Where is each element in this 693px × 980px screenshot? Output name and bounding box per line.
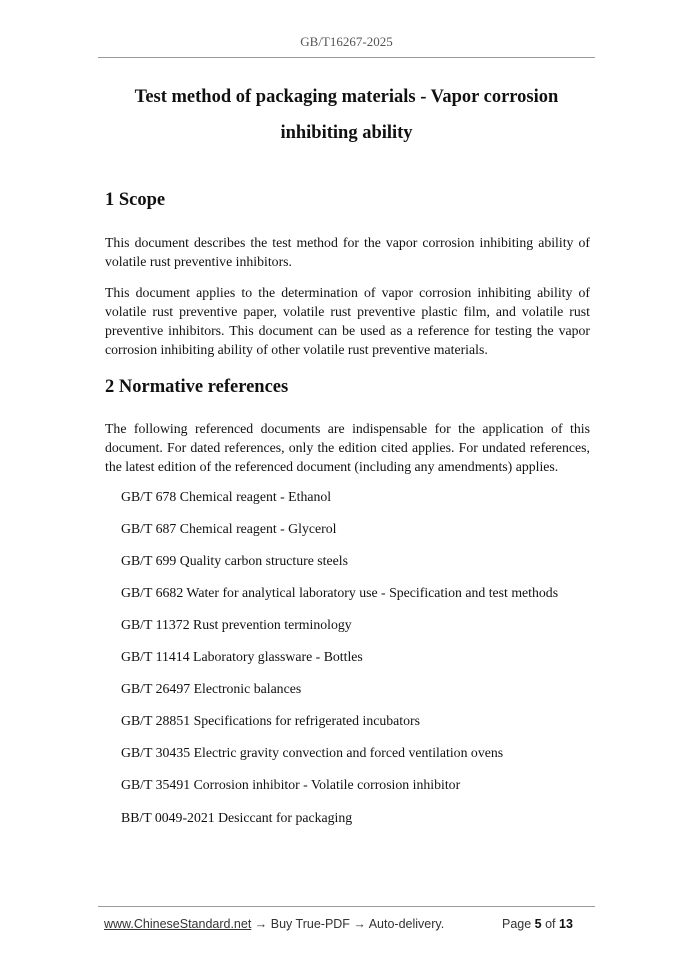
- document-number-header: GB/T16267-2025: [300, 34, 393, 49]
- normative-references-heading: 2 Normative references: [105, 377, 289, 397]
- scope-paragraph-1: This document describes the test method for the vapor corrosion inhibiting ability of volatile rust preventive inhibitors.: [105, 235, 590, 269]
- page-indicator: [502, 917, 573, 931]
- reference-item: BB/T 0049-2021 Desiccant for packaging: [121, 810, 353, 825]
- reference-item: GB/T 30435 Electric gravity convection and forced ventilation ovens: [121, 745, 504, 760]
- reference-item: GB/T 28851 Specifications for refrigerated incubators: [121, 713, 420, 728]
- title-line-1: Test method of packaging materials - Vapor corrosion: [134, 87, 559, 107]
- scope-heading: 1 Scope: [105, 190, 166, 210]
- reference-item: GB/T 678 Chemical reagent - Ethanol: [121, 489, 332, 504]
- reference-item: GB/T 35491 Corrosion inhibitor - Volatile corrosion inhibitor: [121, 777, 461, 792]
- page-total: 13: [559, 917, 573, 931]
- page-of-label: of: [541, 917, 559, 931]
- site-link[interactable]: www.ChineseStandard.net: [104, 917, 252, 931]
- footer-tagline: → Buy True-PDF → Auto-delivery.: [251, 917, 445, 931]
- page-label: Page: [502, 917, 535, 931]
- reference-item: GB/T 687 Chemical reagent - Glycerol: [121, 521, 337, 536]
- title-line-2: inhibiting ability: [280, 123, 413, 143]
- reference-item: GB/T 11372 Rust prevention terminology: [121, 617, 352, 632]
- reference-item: GB/T 11414 Laboratory glassware - Bottles: [121, 649, 363, 664]
- header-divider: [98, 57, 595, 58]
- normative-references-intro: The following referenced documents are indispensable for the application of this document. For dated references, only the edition cited applies. For undated references, the latest edition of the referenced document (including any amendments) applies.: [105, 421, 590, 474]
- reference-item: GB/T 699 Quality carbon structure steels: [121, 553, 348, 568]
- footer-promo: [104, 917, 444, 931]
- document-title: [98, 82, 595, 148]
- scope-paragraph-2: This document applies to the determination of vapor corrosion inhibiting ability of volatile rust preventive paper, volatile rust preventive plastic film, and volatile rust preventive inhibitors. This document can be used as a reference for testing the vapor corrosion inhibiting ability of other volatile rust preventive materials.: [105, 285, 590, 357]
- page-current: 5: [534, 917, 542, 931]
- footer-divider: [98, 906, 595, 907]
- reference-item: GB/T 26497 Electronic balances: [121, 681, 302, 696]
- reference-item: GB/T 6682 Water for analytical laboratory use - Specification and test methods: [121, 585, 559, 600]
